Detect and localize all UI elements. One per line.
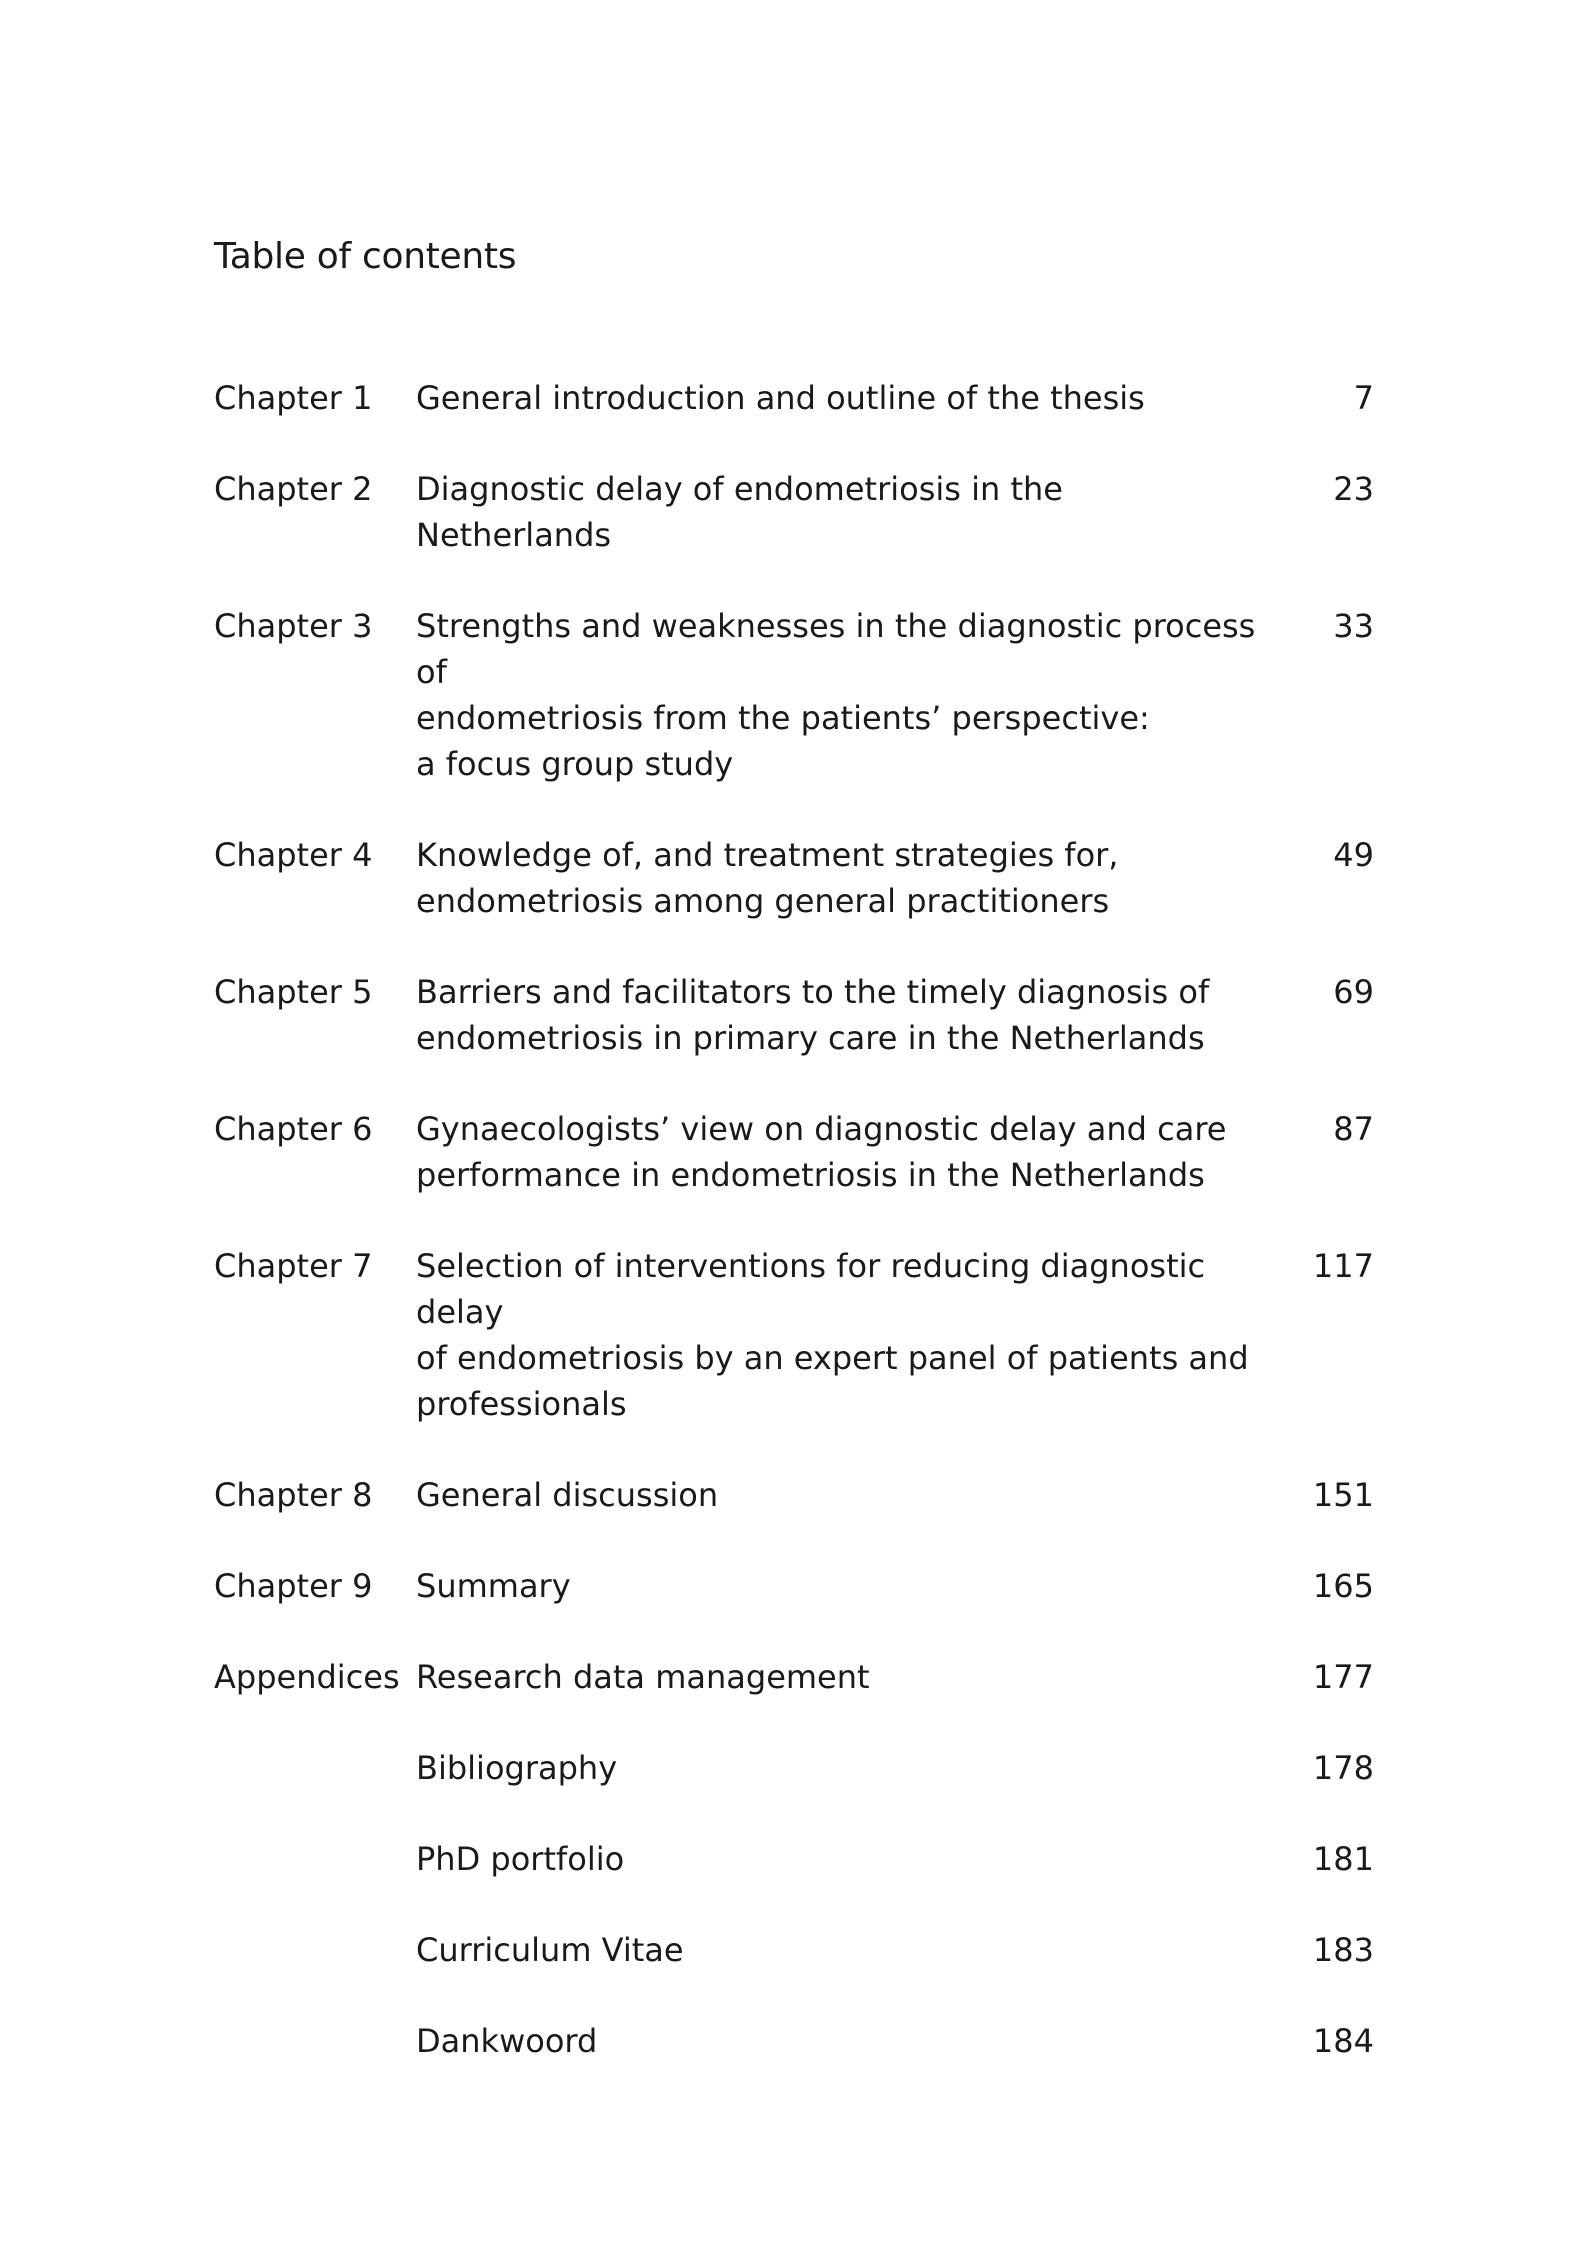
toc-entry-page-number: 165: [1312, 1567, 1374, 1605]
toc-entry-title: [416, 1563, 1266, 1609]
toc-entry-page-number: 151: [1312, 1476, 1374, 1514]
toc-entry-title-line: Selection of interventions for reducing diagnostic delay: [416, 1247, 1206, 1331]
toc-entry-label: Chapter 2: [214, 470, 373, 508]
toc-entry-page-number: 33: [1333, 607, 1374, 645]
page-title: Table of contents: [214, 236, 517, 277]
toc-entry-title: [416, 1745, 1266, 1791]
toc-entry-title-line: Diagnostic delay of endometriosis in the Netherlands: [416, 470, 1063, 554]
toc-entry-title: [416, 2018, 1266, 2064]
toc-entry-title-line: endometriosis among general practitioners: [416, 882, 1110, 920]
toc-entry: [214, 2018, 1374, 2064]
toc-entry-title-line: General discussion: [416, 1476, 719, 1514]
toc-entry-title: [416, 603, 1266, 787]
toc-entry-title: [416, 1243, 1266, 1427]
toc-entry-title: [416, 375, 1266, 421]
toc-entry-title-line: Summary: [416, 1567, 571, 1605]
toc-entry-page-number: 87: [1333, 1110, 1374, 1148]
table-of-contents: [214, 375, 1374, 2109]
toc-entry-title-line: endometriosis in primary care in the Netherlands: [416, 1019, 1205, 1057]
toc-entry: [214, 1745, 1374, 1791]
toc-entry-title-line: Barriers and facilitators to the timely diagnosis of: [416, 973, 1210, 1011]
toc-entry-title: [416, 466, 1266, 558]
toc-entry-title-line: PhD portfolio: [416, 1840, 625, 1878]
toc-entry: [214, 466, 1374, 558]
toc-entry-page-number: 7: [1353, 379, 1374, 417]
toc-entry-title: [416, 1654, 1266, 1700]
toc-entry: [214, 832, 1374, 924]
toc-entry-title-line: professionals: [416, 1385, 627, 1423]
toc-entry-title-line: Research data management: [416, 1658, 870, 1696]
toc-entry: [214, 603, 1374, 787]
toc-entry-title-line: Bibliography: [416, 1749, 618, 1787]
toc-entry-title: [416, 832, 1266, 924]
toc-entry-page-number: 49: [1333, 836, 1374, 874]
toc-entry-page-number: 178: [1312, 1749, 1374, 1787]
toc-entry-title-line: Knowledge of, and treatment strategies for,: [416, 836, 1119, 874]
toc-entry-title: [416, 1927, 1266, 1973]
toc-entry-page-number: 69: [1333, 973, 1374, 1011]
toc-entry-page-number: 184: [1312, 2022, 1374, 2060]
toc-entry-title-line: a focus group study: [416, 745, 734, 783]
toc-entry-label: Chapter 8: [214, 1476, 373, 1514]
toc-entry: [214, 969, 1374, 1061]
toc-entry-label: Chapter 6: [214, 1110, 373, 1148]
toc-entry-page-number: 23: [1333, 470, 1374, 508]
toc-entry-title-line: Curriculum Vitae: [416, 1931, 684, 1969]
toc-entry-page-number: 177: [1312, 1658, 1374, 1696]
toc-entry-title-line: Strengths and weaknesses in the diagnostic process of: [416, 607, 1256, 691]
toc-entry-title: [416, 1106, 1266, 1198]
toc-entry-page-number: 183: [1312, 1931, 1374, 1969]
toc-entry-label: Chapter 3: [214, 607, 373, 645]
toc-entry-title-line: Gynaecologists’ view on diagnostic delay and care: [416, 1110, 1227, 1148]
toc-entry-label: Chapter 1: [214, 379, 373, 417]
toc-entry-page-number: 117: [1312, 1247, 1374, 1285]
toc-entry: [214, 1836, 1374, 1882]
toc-entry-label: Appendices: [214, 1658, 400, 1696]
toc-entry-title-line: Dankwoord: [416, 2022, 598, 2060]
toc-entry: [214, 1106, 1374, 1198]
toc-entry-title-line: General introduction and outline of the thesis: [416, 379, 1145, 417]
toc-entry: [214, 1243, 1374, 1427]
toc-entry: [214, 375, 1374, 421]
toc-entry-label: Chapter 4: [214, 836, 373, 874]
toc-entry: [214, 1472, 1374, 1518]
toc-entry-title-line: of endometriosis by an expert panel of patients and: [416, 1339, 1249, 1377]
toc-entry-label: Chapter 9: [214, 1567, 373, 1605]
toc-entry-label: Chapter 5: [214, 973, 373, 1011]
toc-entry-title-line: endometriosis from the patients’ perspective:: [416, 699, 1150, 737]
toc-entry-title: [416, 1836, 1266, 1882]
toc-entry: [214, 1654, 1374, 1700]
toc-entry-title: [416, 969, 1266, 1061]
toc-entry: [214, 1563, 1374, 1609]
toc-entry: [214, 1927, 1374, 1973]
toc-entry-label: Chapter 7: [214, 1247, 373, 1285]
toc-entry-title-line: performance in endometriosis in the Netherlands: [416, 1156, 1205, 1194]
toc-entry-title: [416, 1472, 1266, 1518]
toc-entry-page-number: 181: [1312, 1840, 1374, 1878]
